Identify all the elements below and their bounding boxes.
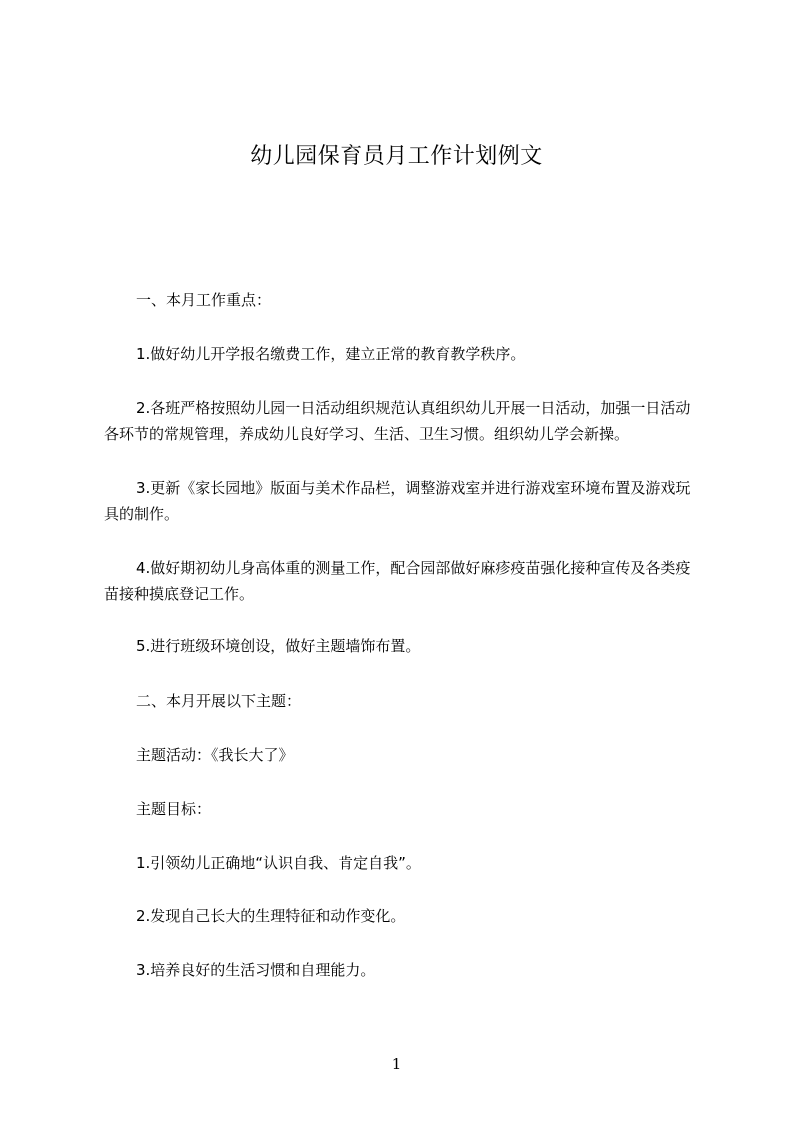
- paragraph-item-1: 1.做好幼儿开学报名缴费工作，建立正常的教育教学秩序。: [136, 345, 526, 363]
- paragraph-item-3: 3.更新《家长园地》版面与美术作品栏，调整游戏室并进行游戏室环境布置及游戏玩具的制作。: [104, 479, 691, 523]
- goal-item-2: 2.发现自己长大的生理特征和动作变化。: [136, 907, 406, 925]
- theme-goals-heading: 主题目标：: [136, 800, 212, 818]
- goal-item-1: 1.引领幼儿正确地“认识自我、肯定自我”。: [136, 854, 421, 872]
- document-title: 幼儿园保育员月工作计划例文: [250, 144, 543, 169]
- paragraph-item-2: 2.各班严格按照幼儿园一日活动组织规范认真组织幼儿开展一日活动，加强一日活动各环节的常规管理，养成幼儿良好学习、生活、卫生习惯。组织幼儿学会新操。: [104, 399, 691, 443]
- goal-item-3: 3.培养良好的生活习惯和自理能力。: [136, 961, 376, 979]
- section-heading-themes: 二、本月开展以下主题：: [136, 692, 302, 710]
- section-heading-focus: 一、本月工作重点：: [136, 291, 272, 309]
- paragraph-item-4: 4.做好期初幼儿身高体重的测量工作，配合园部做好麻疹疫苗强化接种宣传及各类疫苗接种摸底登记工作。: [104, 559, 691, 603]
- page-number: 1: [391, 1055, 402, 1073]
- theme-activity: 主题活动：《我长大了》: [136, 746, 294, 764]
- paragraph-item-5: 5.进行班级环境创设，做好主题墙饰布置。: [136, 637, 421, 655]
